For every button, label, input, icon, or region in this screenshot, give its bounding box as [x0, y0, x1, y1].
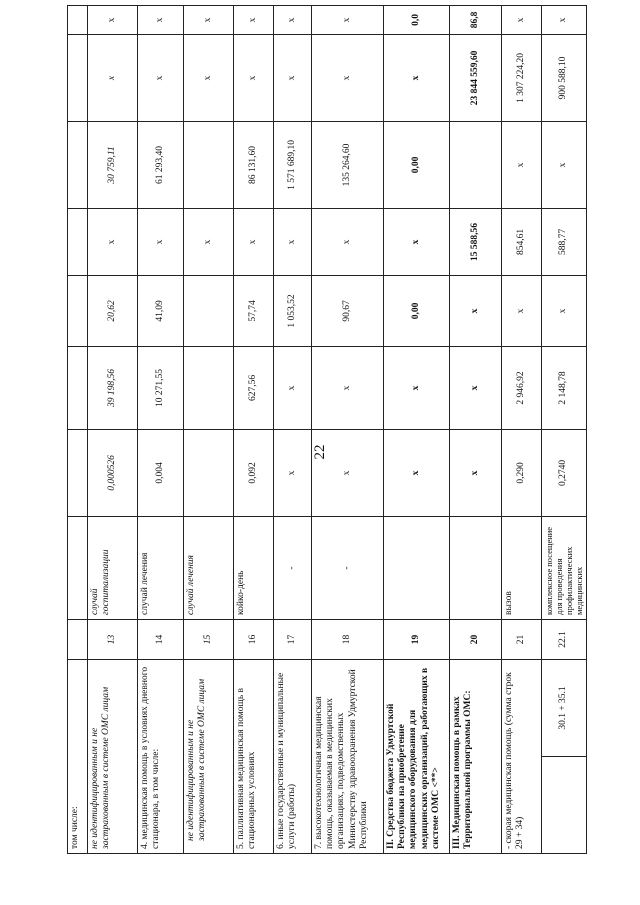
table-row — [184, 5, 234, 853]
row-unit: койко-день — [234, 516, 274, 619]
table-row — [542, 5, 587, 853]
cell-norm: х — [312, 429, 384, 516]
row-name: II. Средства бюджета Удмуртской Республики на приобретение медицинского оборудования для медицинских организаций, работающих в системе ОМС <**> — [384, 659, 450, 853]
cell-total-oms: 1 307 224,20 — [502, 34, 542, 121]
row-name: не идентифицированным и не застрахованным в системе ОМС лицам — [184, 659, 234, 853]
cell-share: х — [312, 5, 384, 34]
row-unit: случай госпитализации — [88, 516, 138, 619]
cell-total-oms: х — [312, 34, 384, 121]
cell-total-budget — [184, 121, 234, 208]
row-name: 6. иные государственные и муниципальные услуги (работы) — [274, 659, 312, 853]
cell-cost: 39 198,56 — [88, 346, 138, 429]
cell-norm — [184, 429, 234, 516]
cell-cost: х — [450, 346, 502, 429]
row-name: 7. высокотехнологичная медицинская помощь, оказываемая в медицинских организациях, подведомственных Министерству здравоохранения Удмуртской Республики — [312, 659, 384, 853]
cell-norm: 0,000526 — [88, 429, 138, 516]
table-row — [88, 5, 138, 853]
table-row — [384, 5, 450, 853]
cell-per-capita-oms: х — [274, 208, 312, 275]
row-number: 19 — [384, 619, 450, 659]
cell-per-capita-oms: 588,77 — [542, 208, 587, 275]
cell-per-capita-budget: 90,67 — [312, 275, 384, 346]
row-number: 17 — [274, 619, 312, 659]
cell-per-capita-budget: х — [502, 275, 542, 346]
cell-total-budget: х — [542, 121, 587, 208]
row-name: III. Медицинская помощь в рамках Территориальной программы ОМС: — [450, 659, 502, 853]
cell-norm: х — [274, 429, 312, 516]
cell-norm: 0,092 — [234, 429, 274, 516]
cell-per-capita-budget — [184, 275, 234, 346]
cell-per-capita-budget: х — [542, 275, 587, 346]
row-unit: случай лечения — [138, 516, 184, 619]
cell-total-budget: 86 131,60 — [234, 121, 274, 208]
row-number: 14 — [138, 619, 184, 659]
cell-share: 86,8 — [450, 5, 502, 34]
row-unit: вызов — [502, 516, 542, 619]
cell-total-oms: 900 588,10 — [542, 34, 587, 121]
cell-per-capita-budget: 57,74 — [234, 275, 274, 346]
cell-total-oms: х — [384, 34, 450, 121]
cell-per-capita-oms: 854,61 — [502, 208, 542, 275]
row-number: 22.1 — [542, 619, 587, 659]
cell-total-budget: 135 264,60 — [312, 121, 384, 208]
rotated-table-area — [67, 11, 585, 854]
cell-share: х — [88, 5, 138, 34]
cell-share: х — [138, 5, 184, 34]
cell-share: 0,0 — [384, 5, 450, 34]
cell-total-oms: х — [234, 34, 274, 121]
row-number: 16 — [234, 619, 274, 659]
table-row — [312, 5, 384, 853]
row-name: 30.1 + 35.1 — [542, 659, 587, 756]
cell-per-capita-oms: х — [184, 208, 234, 275]
row-name: 4. медицинская помощь в условиях дневного стационара, в том числе: — [138, 659, 184, 853]
row-name: не идентифицированным и не застрахованным в системе ОМС лицам — [88, 659, 138, 853]
cell-per-capita-budget: 20,62 — [88, 275, 138, 346]
row-unit: - — [274, 516, 312, 619]
page-number: 22 — [312, 444, 328, 460]
row-number: 18 — [312, 619, 384, 659]
cell-total-budget: 30 759,11 — [88, 121, 138, 208]
cell-norm: 0,004 — [138, 429, 184, 516]
cell-cost: х — [274, 346, 312, 429]
row-name: 5. паллиативная медицинская помощь в стационарных условиях — [234, 659, 274, 853]
cell-total-budget: 0,00 — [384, 121, 450, 208]
row-number: 13 — [88, 619, 138, 659]
cell-total-oms: х — [274, 34, 312, 121]
cell-per-capita-oms: х — [234, 208, 274, 275]
cell-share: х — [184, 5, 234, 34]
cell-total-oms: х — [138, 34, 184, 121]
cell-per-capita-budget: х — [450, 275, 502, 346]
cell-per-capita-oms: х — [384, 208, 450, 275]
cell-total-oms: х — [184, 34, 234, 121]
cell-per-capita-budget: 1 053,52 — [274, 275, 312, 346]
cell-norm: х — [384, 429, 450, 516]
cell-cost: х — [384, 346, 450, 429]
cell-total-budget: 1 571 689,10 — [274, 121, 312, 208]
row-unit — [384, 516, 450, 619]
cell-cost: 2 148,78 — [542, 346, 587, 429]
cell-total-budget — [450, 121, 502, 208]
row-number: 21 — [502, 619, 542, 659]
cell-norm: 0,2740 — [542, 429, 587, 516]
cell-per-capita-oms: х — [312, 208, 384, 275]
cell-cost: 2 946,92 — [502, 346, 542, 429]
cell-per-capita-oms: х — [138, 208, 184, 275]
financing-table — [67, 5, 587, 854]
cell-cost — [184, 346, 234, 429]
row-unit: - — [312, 516, 384, 619]
table-row — [450, 5, 502, 853]
cell-cost: х — [312, 346, 384, 429]
cell-total-budget: 61 293,40 — [138, 121, 184, 208]
cell-per-capita-oms: х — [88, 208, 138, 275]
table-row — [234, 5, 274, 853]
row-unit — [450, 516, 502, 619]
cell-per-capita-budget: 41,09 — [138, 275, 184, 346]
row-number: 15 — [184, 619, 234, 659]
cell-per-capita-oms: 15 588,56 — [450, 208, 502, 275]
cell-per-capita-budget: 0,00 — [384, 275, 450, 346]
cell-share: х — [274, 5, 312, 34]
row-number: 20 — [450, 619, 502, 659]
cell-total-budget: х — [502, 121, 542, 208]
cell-share: х — [502, 5, 542, 34]
cell-cost: 627,56 — [234, 346, 274, 429]
row-unit: случай лечения — [184, 516, 234, 619]
table-row — [138, 5, 184, 853]
cell-norm: 0,290 — [502, 429, 542, 516]
cell-norm: х — [450, 429, 502, 516]
cell-share: х — [542, 5, 587, 34]
cell-share: х — [234, 5, 274, 34]
cell-total-oms: х — [88, 34, 138, 121]
table-row — [502, 5, 542, 853]
table-row — [274, 5, 312, 853]
cell-total-oms: 23 844 559,60 — [450, 34, 502, 121]
cell-cost: 10 271,55 — [138, 346, 184, 429]
row-name: - скорая медицинская помощь (сумма строк 29 + 34) — [502, 659, 542, 853]
table-top-label: том числе: — [68, 659, 88, 853]
row-unit: комплексное посещение для проведения профилактических медицинских — [542, 516, 587, 619]
